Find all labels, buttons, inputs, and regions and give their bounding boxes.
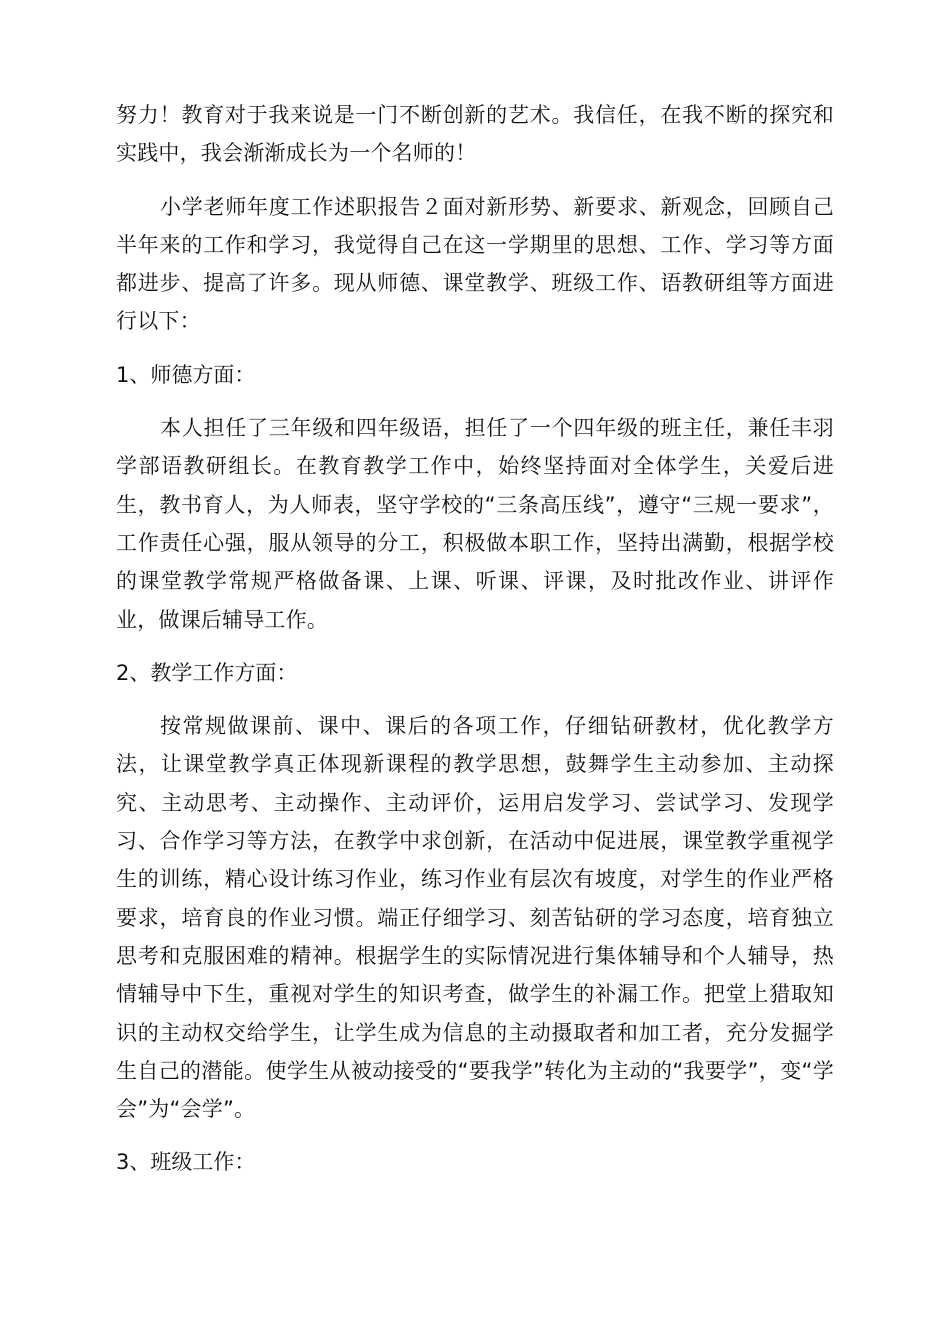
section-heading-ethics: 1、师德方面： <box>116 362 256 387</box>
document-page <box>116 96 834 1182</box>
paragraph-intro-continuation: 努力！教育对于我来说是一门不断创新的艺术。我信任，在我不断的探究和实践中，我会渐渐成长为一个名师的！ <box>116 103 834 166</box>
section-heading-teaching: 2、教学工作方面： <box>116 660 298 685</box>
section-heading-class-work: 3、班级工作： <box>116 1150 256 1175</box>
paragraph-ethics: 本人担任了三年级和四年级语，担任了一个四年级的班主任，兼任丰羽学部语教研组长。在教育教学工作中，始终坚持面对全体学生，关爱后进生，教书育人，为人师表，坚守学校的“三条高压线”，遵守“三规一要求”，工作责任心强，服从领导的分工，积极做本职工作，坚持出满勤，根据学校的课堂教学常规严格做备课、上课、听课、评课，及时批改作业、讲评作业，做课后辅导工作。 <box>116 416 834 632</box>
paragraph-teaching: 按常规做课前、课中、课后的各项工作，仔细钻研教材，优化教学方法，让课堂教学真正体现新课程的教学思想，鼓舞学生主动参加、主动探究、主动思考、主动操作、主动评价，运用启发学习、尝试学习、发现学习、合作学习等方法，在教学中求创新，在活动中促进展，课堂教学重视学生的训练，精心设计练习作业，练习作业有层次有坡度，对学生的作业严格要求，培育良的作业习惯。端正仔细学习、刻苦钻研的学习态度，培育独立思考和克服困难的精神。根据学生的实际情况进行集体辅导和个人辅导，热情辅导中下生，重视对学生的知识考查，做学生的补漏工作。把堂上猎取知识的主动权交给学生，让学生成为信息的主动摄取者和加工者，充分发掘学生自己的潜能。使学生从被动接受的“要我学”转化为主动的“我要学”，变“学会”为“会学”。 <box>116 714 834 1122</box>
paragraph-report-opening: 小学老师年度工作述职报告２面对新形势、新要求、新观念，回顾自己半年来的工作和学习，我觉得自己在这一学期里的思想、工作、学习等方面都进步、提高了许多。现从师德、课堂教学、班级工作、语教研组等方面进行以下： <box>116 194 834 334</box>
